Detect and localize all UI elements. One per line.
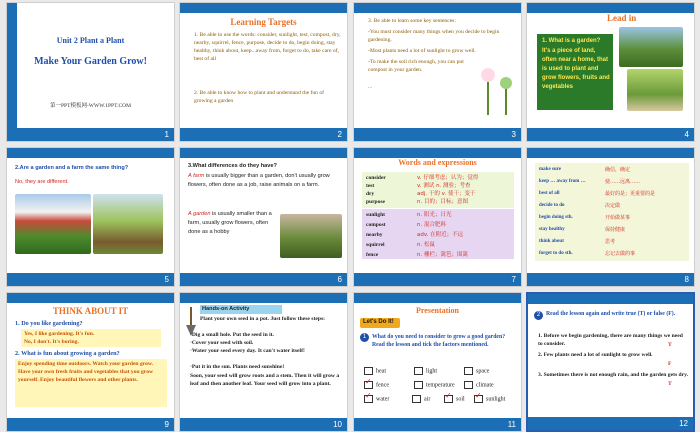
slide-11-question: What do you need to consider to grow a good garden? Read the lesson and tick the factors mentioned.	[372, 334, 506, 348]
slide-top-bar	[527, 3, 694, 13]
words-table-2	[362, 209, 514, 259]
farm-cows-photo	[93, 194, 163, 254]
vocab-row-meaning: n. 目的；目标；意图	[417, 199, 468, 205]
vocab-row-meaning: v. 测试 n. 测验；考查	[417, 183, 471, 189]
slide-thumbnail-3[interactable]	[353, 2, 522, 142]
slide-top-bar	[354, 3, 521, 13]
phrase-row-term: make sure	[539, 167, 561, 172]
slide-9-answer-2: Enjoy spending time outdoors. Watch your garden grow. Have your own fresh fruits and vegetables that you grow yourself. Enjoy beautiful flowers and other plants.	[18, 361, 154, 383]
slide-9-answer-1b: No, I don't. It's boring.	[24, 339, 79, 345]
slide-top-bar	[527, 148, 694, 158]
slide-6-farm-text	[188, 172, 343, 190]
vocab-row-term: compost	[366, 222, 386, 228]
slide-6-garden-text	[188, 210, 276, 237]
step-line: ·Water your seed every day. It can't water itself!	[190, 348, 305, 354]
slide-9-question-1: 1. Do you like gardening?	[15, 320, 83, 327]
vocab-row-term: squirrel	[366, 242, 385, 248]
vocab-row-term: dry	[366, 191, 375, 197]
slide-10-title: Hands-on Activity	[202, 306, 250, 312]
slide-2-point-1: 1. Be able to use the words: consider, sunlight, test, compost, dry, nearby, squirrel, fence, purpose, decide to do, begin doing, stay healthy, think about, keep...away from, forget to do, take care of, best of all	[194, 32, 341, 62]
lets-do-it-tag	[360, 318, 400, 328]
step-line: Plant your own seed in a pot. Just follow these steps:	[200, 316, 325, 322]
phrase-row-meaning: 保持健康	[605, 227, 626, 233]
vocab-row-meaning: n. 栅栏；篱笆；围篱	[417, 252, 468, 258]
vocab-row-term: purpose	[366, 199, 385, 205]
phrases-table	[535, 163, 689, 261]
phrase-row-term: best of all	[539, 191, 560, 196]
slide-4-title: Lead in	[607, 13, 637, 23]
factor-label: temperature	[426, 382, 455, 389]
vocab-row-meaning: n. 混合肥料	[417, 222, 446, 228]
checkbox-icon[interactable]	[464, 367, 473, 375]
phrase-row-meaning: 开始做某事	[605, 215, 631, 221]
slide-9-question-2: 2. What is fun about growing a garden?	[15, 350, 120, 357]
slide-4-answer: It's a piece of land, often near a home, that is used to plant and grow flowers, fruits and vegetables	[542, 48, 610, 90]
slide-12-statement-3: 3. Sometimes there is not enough rain, and the garden gets dry.	[538, 372, 688, 378]
factor-label: air	[424, 396, 431, 403]
slide-thumbnail-5[interactable]	[6, 147, 175, 287]
slide-number: 11	[507, 420, 516, 429]
slide-top-bar	[354, 293, 521, 303]
factor-checkbox-water[interactable]	[364, 395, 389, 403]
slide-number: 2	[337, 130, 342, 139]
checkbox-icon[interactable]	[414, 381, 423, 389]
slide-thumbnail-1[interactable]	[6, 2, 175, 142]
slide-12-answer-1: T	[668, 342, 672, 348]
factor-label: light	[426, 368, 438, 375]
slide-9-answer-1-box	[21, 329, 161, 347]
slide-thumbnail-11[interactable]	[353, 292, 522, 432]
slide-3-line-4: -To make the soil rich enough, you can put compost in your garden.	[368, 59, 464, 73]
slide-3-line-1: 3. Be able to learn some key sentences:	[368, 18, 456, 24]
factor-checkbox-temperature[interactable]	[414, 381, 455, 389]
factor-checkbox-light[interactable]	[414, 367, 437, 375]
slide-number: 4	[684, 130, 689, 139]
factor-checkbox-space[interactable]	[464, 367, 489, 375]
checkbox-icon[interactable]	[464, 381, 473, 389]
slide-10-steps	[190, 315, 344, 407]
phrase-row-term: decide to do	[539, 203, 565, 208]
slide-3-line-5: ...	[368, 84, 373, 90]
factor-checkbox-soil[interactable]	[444, 395, 465, 403]
slide-thumbnail-8[interactable]	[526, 147, 695, 287]
vocab-row-term: sunlight	[366, 212, 385, 218]
slide-9-title: THINK ABOUT IT	[52, 306, 129, 316]
phrase-row-meaning: 最好的是；更重要的是	[605, 191, 656, 197]
checkbox-icon[interactable]	[412, 395, 421, 403]
slide-12-statement-1: 1. Before we begin gardening, there are many things we need to consider.	[538, 333, 683, 347]
factor-checklist	[364, 367, 520, 411]
slide-7-title: Words and expressions	[398, 158, 477, 167]
slide-number: 3	[511, 130, 516, 139]
slide-thumbnail-12[interactable]	[526, 292, 695, 432]
phrase-row-term: begin doing sth.	[539, 215, 573, 220]
slide-bar	[7, 128, 174, 141]
checkbox-icon[interactable]	[444, 395, 453, 403]
question-number-icon: 2	[534, 311, 543, 320]
factor-label: water	[376, 396, 390, 403]
step-line: ·Cover your seed with soil.	[190, 340, 254, 346]
slide-4-question: 1. What is a garden?	[542, 38, 601, 44]
slide-top-bar	[7, 293, 174, 303]
gardener-photo	[280, 214, 342, 258]
slide-number: 6	[337, 275, 342, 284]
slide-9-answer-1a: Yes, I like gardening. It's fun.	[24, 331, 95, 337]
garden-keyword: A garden	[188, 211, 211, 217]
phrase-row-term: forget to do sth.	[539, 251, 573, 256]
slide-thumbnail-10[interactable]	[179, 292, 348, 432]
slide-thumbnail-7[interactable]	[353, 147, 522, 287]
checkbox-icon[interactable]	[414, 367, 423, 375]
slide-number: 10	[333, 420, 342, 429]
slide-number: 8	[684, 275, 689, 284]
vocab-row-meaning: n. 阳光；日光	[417, 212, 452, 218]
slide-top-bar	[180, 148, 347, 158]
slide-4-answer-box	[537, 34, 613, 110]
phrase-row-meaning: 确信，确定	[605, 167, 631, 173]
slide-1-subtitle: Make Your Garden Grow!	[34, 56, 147, 67]
lets-do-it-label: Let's Do It!	[363, 319, 394, 325]
slide-thumbnail-6[interactable]	[179, 147, 348, 287]
vocab-row-meaning: adv. 在附近；不远	[417, 232, 464, 238]
slide-11-title: Presentation	[416, 306, 459, 315]
garden-photo	[619, 27, 683, 67]
farm-description: is usually bigger than a garden, don't usually grow flowers, often done as a job, raise animals on a farm.	[188, 173, 330, 188]
slide-number: 7	[511, 275, 516, 284]
vocab-row-term: consider	[366, 175, 386, 181]
vocab-row-meaning: v. 仔细考虑；认为；觉得	[417, 175, 479, 181]
slide-number: 1	[164, 130, 169, 139]
slide-number: 9	[164, 420, 169, 429]
factor-checkbox-fence[interactable]	[364, 381, 389, 389]
garden-path-photo	[627, 69, 683, 111]
slide-5-answer: No, they are different.	[15, 179, 69, 185]
slide-thumbnail-2[interactable]	[179, 2, 348, 142]
slide-3-line-3: -Most plants need a lot of sunlight to grow well.	[368, 48, 476, 54]
phrase-row-term: keep … away from …	[539, 179, 586, 184]
slide-1-title: Unit 2 Plant a Plant	[56, 36, 125, 45]
phrase-row-meaning: 忘记去做的事	[605, 251, 636, 257]
phrase-row-term: stay healthy	[539, 227, 565, 232]
phrase-row-meaning: 使……远离……	[605, 179, 641, 185]
phrase-row-term: think about	[539, 239, 564, 244]
slide-6-question: 3.What differences do they have?	[188, 163, 277, 169]
slide-1-footer: 第一PPT模板网-WWW.1PPT.COM	[50, 103, 131, 109]
checkbox-icon[interactable]	[474, 395, 483, 403]
checkbox-icon[interactable]	[364, 381, 373, 389]
slide-12-statement-2: 2. Few plants need a lot of sunlight to grow well.	[538, 352, 653, 358]
slide-5-question: 2.Are a garden and a farm the same thing?	[15, 165, 129, 171]
slide-number: 5	[164, 275, 169, 284]
slide-top-bar	[180, 293, 347, 303]
slide-12-answer-3: T	[668, 381, 672, 387]
factor-checkbox-sunlight[interactable]	[474, 395, 505, 403]
factor-label: soil	[456, 396, 465, 403]
checkbox-icon[interactable]	[364, 395, 373, 403]
slide-thumbnail-9[interactable]	[6, 292, 175, 432]
slide-top-bar	[528, 294, 693, 304]
step-line: ·Dig a small hole. Put the seed in it.	[190, 332, 274, 338]
slide-top-bar	[7, 148, 174, 158]
words-table-1	[362, 172, 514, 208]
factor-checkbox-air[interactable]	[412, 395, 430, 403]
factor-label: heat	[376, 368, 386, 375]
step-line: ·Put it in the sun. Plants need sunshine!	[190, 364, 285, 370]
factor-label: climate	[476, 382, 494, 389]
step-line: Soon, your seed will grow roots and a stem. Then it will grow a leaf and then another leaf. Your seed will grow into a plant.	[190, 373, 340, 387]
slide-9-answer-2-box	[15, 359, 167, 407]
vocab-row-term: nearby	[366, 232, 383, 238]
factor-checkbox-climate[interactable]	[464, 381, 494, 389]
factor-label: sunlight	[486, 396, 506, 403]
vocab-row-term: fence	[366, 252, 379, 258]
slide-top-bar	[180, 3, 347, 13]
slide-12-answer-2: F	[668, 361, 672, 367]
farm-keyword: A farm	[188, 173, 205, 179]
slide-thumbnail-4[interactable]	[526, 2, 695, 142]
vocab-row-meaning: adj. 干的 v. 使干；变干	[417, 191, 476, 197]
phrase-row-meaning: 思考	[605, 239, 616, 245]
garden-description: is usually smaller than a farm, usually grow flowers, often done as a hobby	[188, 211, 272, 235]
factor-label: fence	[376, 382, 389, 389]
checkbox-icon[interactable]	[364, 367, 373, 375]
slide-12-instruction: Read the lesson again and write true (T) or false (F).	[546, 311, 676, 317]
vocab-row-term: test	[366, 183, 375, 189]
phrase-row-meaning: 决定做	[605, 203, 621, 209]
slide-3-line-2: -You must consider many things when you decide to begin gardening.	[368, 29, 500, 43]
slide-top-bar	[354, 148, 521, 158]
slide-number: 12	[679, 419, 688, 428]
flower-illustration	[478, 61, 518, 119]
house-garden-photo	[15, 194, 91, 254]
factor-checkbox-heat[interactable]	[364, 367, 386, 375]
vocab-row-meaning: n. 松鼠	[417, 242, 435, 248]
factor-label: space	[476, 368, 490, 375]
question-number-icon: 1	[360, 333, 369, 342]
slide-2-point-2: 2. Be able to know how to plant and understand the fun of growing a garden	[194, 90, 325, 104]
slide-2-title: Learning Targets	[230, 17, 297, 27]
